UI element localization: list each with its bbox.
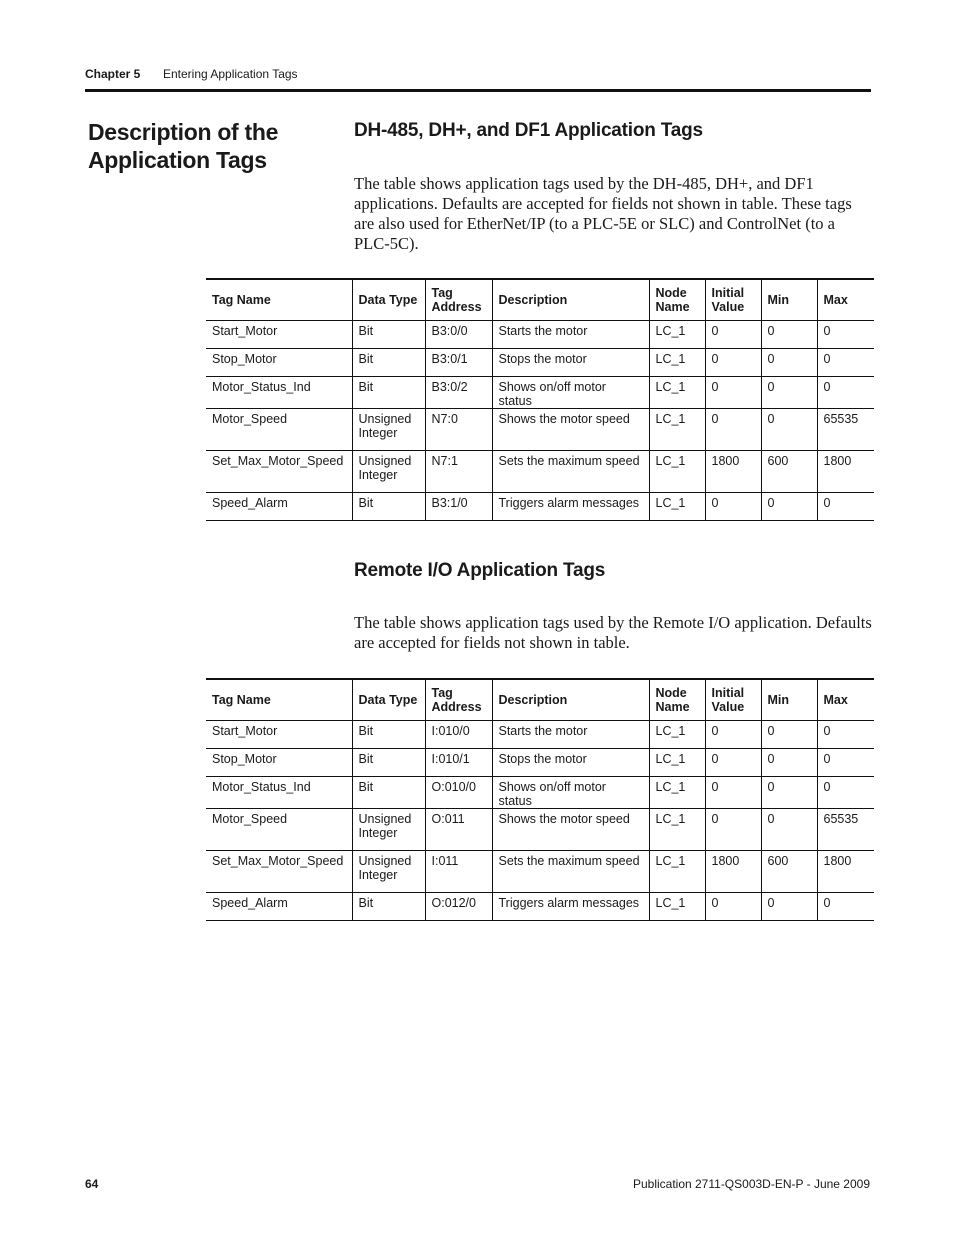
table-cell: Bit bbox=[352, 721, 425, 749]
table-cell: 0 bbox=[705, 377, 761, 409]
section-label: Entering Application Tags bbox=[163, 67, 298, 81]
table-cell: LC_1 bbox=[649, 851, 705, 893]
table-cell: O:011 bbox=[425, 809, 492, 851]
table-cell: 0 bbox=[761, 749, 817, 777]
table-cell: 0 bbox=[817, 349, 874, 377]
table-cell: Unsigned Integer bbox=[352, 851, 425, 893]
table-cell: O:010/0 bbox=[425, 777, 492, 809]
table-cell: Sets the maximum speed bbox=[492, 451, 649, 493]
column-header: Tag Address bbox=[425, 279, 492, 321]
table-cell: 1800 bbox=[705, 451, 761, 493]
dh485-tags-table bbox=[206, 278, 874, 521]
table-row bbox=[206, 377, 874, 409]
column-header: Data Type bbox=[352, 679, 425, 721]
table-cell: Triggers alarm messages bbox=[492, 493, 649, 521]
column-header: Tag Name bbox=[206, 279, 352, 321]
table-cell: 0 bbox=[705, 349, 761, 377]
table-cell: Stops the motor bbox=[492, 349, 649, 377]
table-cell: 0 bbox=[761, 321, 817, 349]
table-cell: 0 bbox=[817, 721, 874, 749]
table-cell: 1800 bbox=[817, 451, 874, 493]
column-header: Tag Name bbox=[206, 679, 352, 721]
table-row bbox=[206, 851, 874, 893]
column-header: Description bbox=[492, 279, 649, 321]
table-cell: 0 bbox=[761, 409, 817, 451]
table-cell: 0 bbox=[761, 721, 817, 749]
table-cell: 0 bbox=[705, 749, 761, 777]
chapter-label: Chapter 5 bbox=[85, 67, 141, 81]
table-cell: 0 bbox=[817, 777, 874, 809]
table-cell: 0 bbox=[705, 893, 761, 921]
table-cell: Stop_Motor bbox=[206, 349, 352, 377]
table-cell: 0 bbox=[705, 777, 761, 809]
table-cell: 600 bbox=[761, 451, 817, 493]
page-header bbox=[85, 67, 298, 81]
column-header: Data Type bbox=[352, 279, 425, 321]
table-cell: I:011 bbox=[425, 851, 492, 893]
table-cell: 0 bbox=[761, 493, 817, 521]
table-cell: LC_1 bbox=[649, 451, 705, 493]
table-cell: N7:0 bbox=[425, 409, 492, 451]
rio-tags-table bbox=[206, 678, 874, 921]
header-rule bbox=[85, 89, 871, 92]
side-title: Description of the Application Tags bbox=[88, 119, 279, 173]
table-row bbox=[206, 349, 874, 377]
column-header: Min bbox=[761, 279, 817, 321]
table-cell: 0 bbox=[817, 377, 874, 409]
table-cell: Speed_Alarm bbox=[206, 493, 352, 521]
publication-info: Publication 2711-QS003D-EN-P - June 2009 bbox=[632, 1177, 870, 1191]
table-cell: LC_1 bbox=[649, 721, 705, 749]
table-cell: Sets the maximum speed bbox=[492, 851, 649, 893]
table-cell: 0 bbox=[705, 321, 761, 349]
table-row bbox=[206, 321, 874, 349]
table-row bbox=[206, 409, 874, 451]
table-cell: LC_1 bbox=[649, 377, 705, 409]
table-cell: 0 bbox=[817, 493, 874, 521]
table-cell: 0 bbox=[761, 377, 817, 409]
table-cell: Shows the motor speed bbox=[492, 409, 649, 451]
table-cell: Unsigned Integer bbox=[352, 409, 425, 451]
table-row bbox=[206, 809, 874, 851]
table-cell: 1800 bbox=[705, 851, 761, 893]
table-cell: Starts the motor bbox=[492, 321, 649, 349]
table-cell: LC_1 bbox=[649, 777, 705, 809]
table-cell: 0 bbox=[705, 721, 761, 749]
column-header: Min bbox=[761, 679, 817, 721]
table-cell: Bit bbox=[352, 349, 425, 377]
table-cell: 0 bbox=[817, 321, 874, 349]
table-cell: 0 bbox=[705, 493, 761, 521]
table-row bbox=[206, 777, 874, 809]
column-header: Initial Value bbox=[705, 279, 761, 321]
table-cell: Bit bbox=[352, 493, 425, 521]
table-cell: B3:0/1 bbox=[425, 349, 492, 377]
table-cell: 0 bbox=[705, 809, 761, 851]
table-cell: Stops the motor bbox=[492, 749, 649, 777]
table-cell: Bit bbox=[352, 777, 425, 809]
page-number: 64 bbox=[85, 1177, 99, 1191]
table-row bbox=[206, 721, 874, 749]
table-cell: 0 bbox=[705, 409, 761, 451]
table-cell: 0 bbox=[761, 809, 817, 851]
table-cell: Unsigned Integer bbox=[352, 809, 425, 851]
table-cell: Shows on/off motor status bbox=[492, 777, 649, 809]
table-cell: Speed_Alarm bbox=[206, 893, 352, 921]
rio-paragraph: The table shows application tags used by the Remote I/O application. Defaults are accepted for fields not shown in table. bbox=[354, 613, 872, 652]
table-cell: 0 bbox=[817, 749, 874, 777]
table-cell: Bit bbox=[352, 749, 425, 777]
table-cell: Bit bbox=[352, 377, 425, 409]
rio-heading: Remote I/O Application Tags bbox=[354, 560, 606, 581]
column-header: Initial Value bbox=[705, 679, 761, 721]
table-cell: O:012/0 bbox=[425, 893, 492, 921]
column-header: Tag Address bbox=[425, 679, 492, 721]
table-cell: LC_1 bbox=[649, 893, 705, 921]
table-cell: Motor_Status_Ind bbox=[206, 377, 352, 409]
table-cell: B3:0/0 bbox=[425, 321, 492, 349]
table-cell: Start_Motor bbox=[206, 321, 352, 349]
table-cell: LC_1 bbox=[649, 493, 705, 521]
table-cell: 65535 bbox=[817, 409, 874, 451]
table-cell: I:010/1 bbox=[425, 749, 492, 777]
table-cell: Starts the motor bbox=[492, 721, 649, 749]
table-cell: 0 bbox=[761, 893, 817, 921]
table-row bbox=[206, 493, 874, 521]
table-cell: Motor_Speed bbox=[206, 409, 352, 451]
table-cell: Unsigned Integer bbox=[352, 451, 425, 493]
table-cell: 600 bbox=[761, 851, 817, 893]
table-cell: B3:0/2 bbox=[425, 377, 492, 409]
table-cell: Shows the motor speed bbox=[492, 809, 649, 851]
table-cell: Shows on/off motor status bbox=[492, 377, 649, 409]
table-cell: LC_1 bbox=[649, 321, 705, 349]
table-row bbox=[206, 893, 874, 921]
table-cell: B3:1/0 bbox=[425, 493, 492, 521]
column-header: Description bbox=[492, 679, 649, 721]
table-cell: Stop_Motor bbox=[206, 749, 352, 777]
table-cell: 0 bbox=[761, 349, 817, 377]
table-cell: N7:1 bbox=[425, 451, 492, 493]
table-cell: 65535 bbox=[817, 809, 874, 851]
table-cell: LC_1 bbox=[649, 809, 705, 851]
table-cell: LC_1 bbox=[649, 349, 705, 377]
column-header: Max bbox=[817, 279, 874, 321]
table-cell: I:010/0 bbox=[425, 721, 492, 749]
table-row bbox=[206, 749, 874, 777]
table-cell: 0 bbox=[817, 893, 874, 921]
dh485-paragraph: The table shows application tags used by the DH-485, DH+, and DF1 applications. Defaults are accepted for fields not shown in table. These tags are also used for EtherNet/IP (to a PLC-5E or SLC) and ControlNet (to a PLC-5C). bbox=[354, 174, 852, 253]
dh485-heading: DH-485, DH+, and DF1 Application Tags bbox=[354, 120, 703, 141]
table-cell: Motor_Speed bbox=[206, 809, 352, 851]
column-header: Node Name bbox=[649, 279, 705, 321]
table-cell: 1800 bbox=[817, 851, 874, 893]
column-header: Node Name bbox=[649, 679, 705, 721]
column-header: Max bbox=[817, 679, 874, 721]
table-cell: Bit bbox=[352, 321, 425, 349]
table-cell: 0 bbox=[761, 777, 817, 809]
table-cell: Set_Max_Motor_Speed bbox=[206, 451, 352, 493]
table-cell: Motor_Status_Ind bbox=[206, 777, 352, 809]
table-cell: Triggers alarm messages bbox=[492, 893, 649, 921]
table-row bbox=[206, 451, 874, 493]
table-cell: Start_Motor bbox=[206, 721, 352, 749]
table-cell: Bit bbox=[352, 893, 425, 921]
table-cell: Set_Max_Motor_Speed bbox=[206, 851, 352, 893]
table-cell: LC_1 bbox=[649, 409, 705, 451]
table-cell: LC_1 bbox=[649, 749, 705, 777]
